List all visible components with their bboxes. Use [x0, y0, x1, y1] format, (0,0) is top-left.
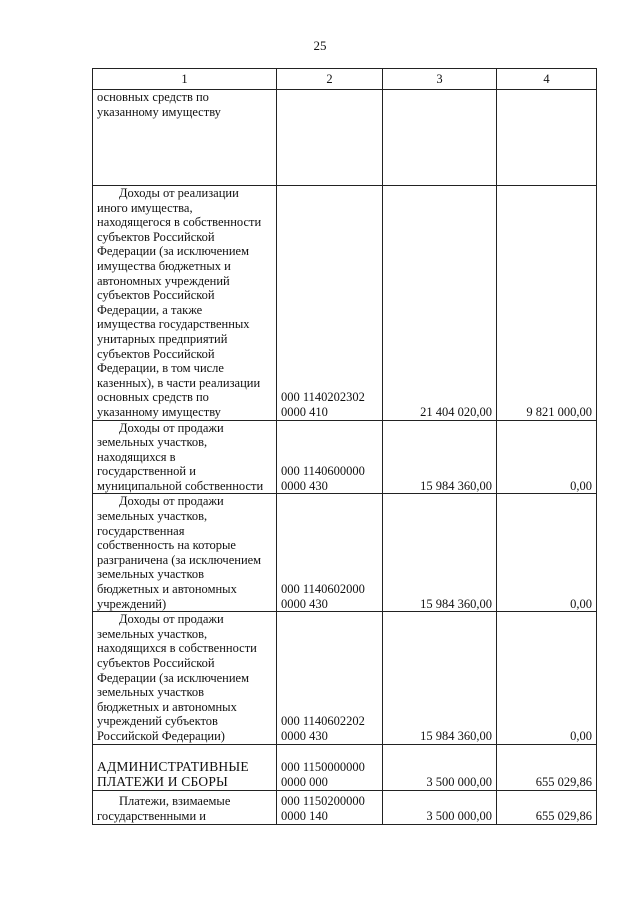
revenue-name [93, 494, 277, 612]
name-line: Доходы от продажи [119, 612, 224, 627]
executed-amount: 0,00 [497, 494, 597, 612]
revenue-code [277, 186, 383, 421]
code-line: 000 1150000000 [281, 760, 365, 775]
planned-amount: 3 500 000,00 [383, 790, 497, 824]
name-line: находящихся в собственности [97, 641, 257, 656]
name-line: разграничена (за исключением [97, 552, 262, 567]
name-line: ПЛАТЕЖИ И СБОРЫ [97, 773, 228, 789]
name-line: указанному имуществу [97, 404, 221, 419]
name-line: бюджетных и автономных [97, 582, 237, 597]
revenue-name [93, 90, 277, 186]
table-row [93, 744, 597, 790]
name-line: Платежи, взимаемые [119, 794, 231, 809]
revenue-code [277, 494, 383, 612]
name-line: унитарных предприятий [97, 331, 228, 346]
header-row [93, 69, 597, 90]
planned-amount: 15 984 360,00 [383, 494, 497, 612]
name-line: Российской Федерации) [97, 728, 225, 743]
table-row [93, 420, 597, 494]
code-line: 000 1140600000 [281, 464, 365, 479]
header-col-2: 2 [277, 69, 383, 90]
planned-amount: 15 984 360,00 [383, 420, 497, 494]
name-line: учреждений субъектов [97, 714, 218, 729]
revenue-code [277, 90, 383, 186]
code-line: 0000 430 [281, 596, 328, 611]
planned-amount [383, 90, 497, 186]
name-line: субъектов Российской [97, 346, 215, 361]
revenue-code [277, 744, 383, 790]
revenue-code [277, 420, 383, 494]
name-line: Доходы от реализации [119, 186, 239, 200]
name-line: АДМИНИСТРАТИВНЫЕ [97, 759, 249, 775]
planned-amount: 21 404 020,00 [383, 186, 497, 421]
name-line: казенных), в части реализации [97, 375, 261, 390]
revenue-name [93, 186, 277, 421]
table-row [93, 186, 597, 421]
name-line: государственной и [97, 464, 196, 479]
executed-amount: 655 029,86 [497, 744, 597, 790]
name-line: находящегося в собственности [97, 215, 262, 230]
table-row [93, 790, 597, 824]
name-line: указанному имуществу [97, 104, 221, 119]
executed-amount: 9 821 000,00 [497, 186, 597, 421]
page-number: 25 [313, 38, 327, 53]
executed-amount: 0,00 [497, 612, 597, 744]
code-line: 0000 430 [281, 478, 328, 493]
code-line: 000 1140602202 [281, 714, 365, 729]
executed-amount: 0,00 [497, 420, 597, 494]
name-line: государственными и [97, 808, 206, 823]
name-line: Доходы от продажи [119, 420, 224, 435]
table-row [93, 90, 597, 186]
name-line: Федерации (за исключением [97, 244, 250, 259]
name-line: Федерации, в том числе [97, 361, 224, 376]
name-line: государственная [97, 523, 185, 538]
name-line: находящихся в [97, 449, 176, 464]
header-col-1: 1 [93, 69, 277, 90]
executed-amount: 655 029,86 [497, 790, 597, 824]
header-col-3: 3 [383, 69, 497, 90]
name-line: автономных учреждений [97, 273, 230, 288]
code-line: 000 1140602000 [281, 582, 365, 597]
code-line: 0000 140 [281, 808, 328, 823]
revenue-code [277, 612, 383, 744]
revenue-name [93, 420, 277, 494]
name-line: основных средств по [97, 90, 209, 104]
name-line: земельных участков, [97, 626, 208, 641]
code-line: 000 1150200000 [281, 794, 365, 809]
code-line: 000 1140202302 [281, 390, 365, 405]
name-line: земельных участков, [97, 435, 208, 450]
name-line: учреждений) [97, 596, 167, 611]
code-line: 0000 000 [281, 774, 328, 789]
code-line: 0000 410 [281, 404, 328, 419]
header-col-4: 4 [497, 69, 597, 90]
name-line: земельных участков, [97, 509, 208, 524]
name-line: субъектов Российской [97, 656, 215, 670]
name-line: Доходы от продажи [119, 494, 224, 509]
table-row [93, 494, 597, 612]
name-line: земельных участков [97, 567, 205, 582]
name-line: имущества бюджетных и [97, 258, 231, 273]
name-line: субъектов Российской [97, 288, 215, 303]
revenue-name [93, 790, 277, 824]
revenue-code [277, 790, 383, 824]
code-line: 0000 430 [281, 728, 328, 743]
revenue-name [93, 612, 277, 744]
name-line: субъектов Российской [97, 229, 215, 244]
name-line: собственность на которые [97, 538, 236, 553]
name-line: муниципальной собственности [97, 478, 264, 493]
name-line: имущества государственных [97, 317, 250, 332]
revenue-table [92, 68, 597, 825]
name-line: бюджетных и автономных [97, 699, 237, 714]
name-line: Федерации (за исключением [97, 670, 250, 685]
planned-amount: 15 984 360,00 [383, 612, 497, 744]
table-row [93, 612, 597, 744]
name-line: Федерации, а также [97, 302, 203, 317]
name-line: земельных участков [97, 685, 205, 700]
name-line: иного имущества, [97, 200, 193, 215]
revenue-name [93, 744, 277, 790]
name-line: основных средств по [97, 390, 209, 405]
planned-amount: 3 500 000,00 [383, 744, 497, 790]
executed-amount [497, 90, 597, 186]
